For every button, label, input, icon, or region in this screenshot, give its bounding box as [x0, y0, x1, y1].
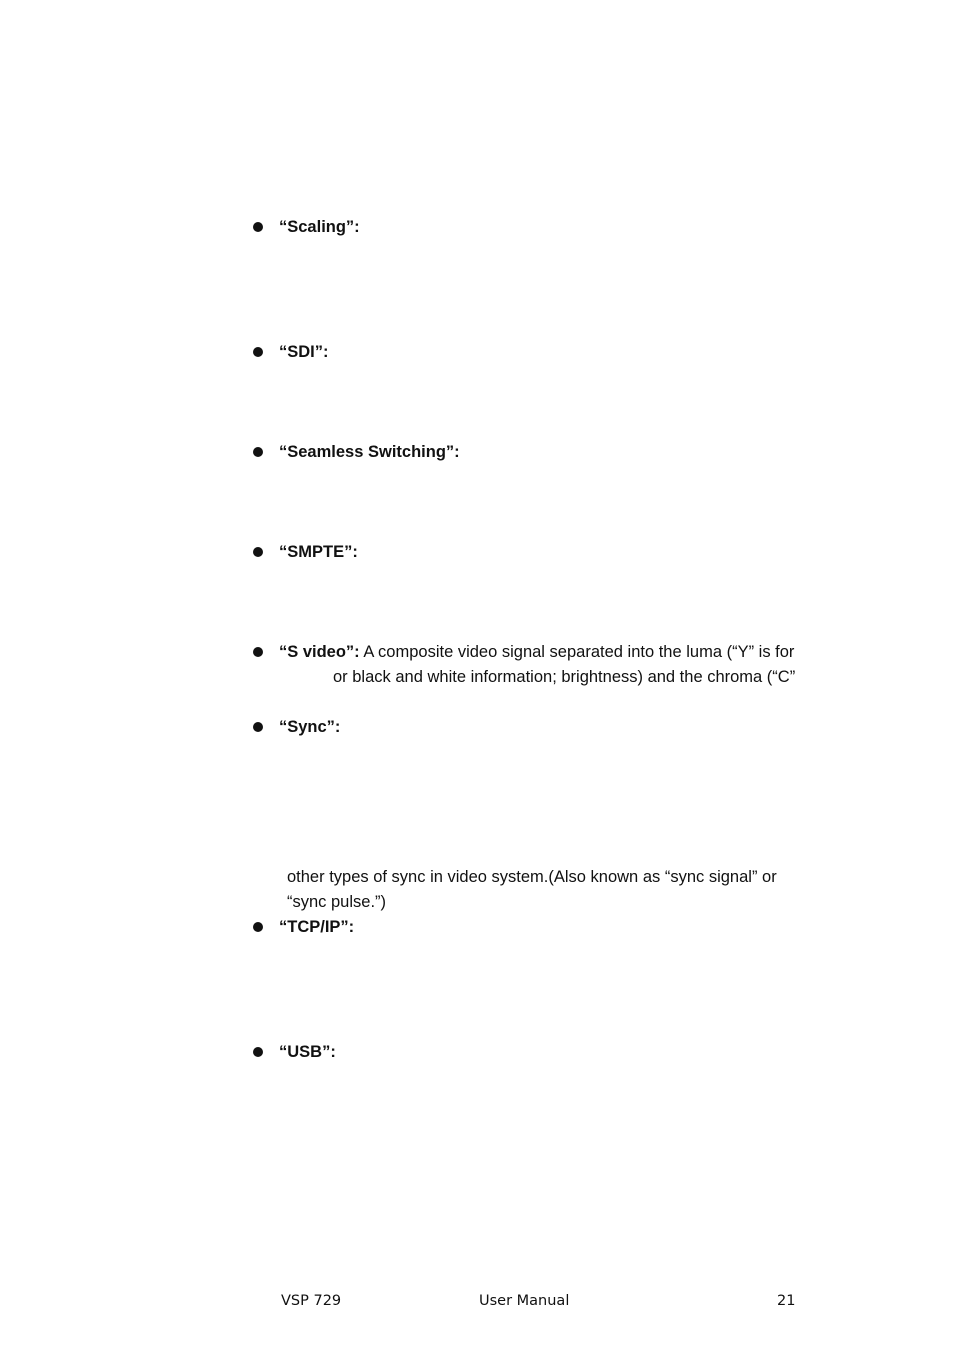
term-smpte: “SMPTE”:: [279, 543, 358, 561]
term-tcp-ip: “TCP/IP”:: [279, 918, 355, 936]
bullet-icon: [253, 347, 263, 357]
bullet-icon: [253, 222, 263, 232]
s-video-description-line-2: or black and white information; brightness) and the chroma (“C”: [333, 668, 796, 686]
term-seamless-switching: “Seamless Switching”:: [279, 443, 460, 461]
footer-page-number: 21: [777, 1293, 796, 1309]
footer-doc-title: User Manual: [479, 1293, 570, 1309]
bullet-icon: [253, 447, 263, 457]
bullet-icon: [253, 722, 263, 732]
bullet-icon: [253, 1047, 263, 1057]
bullet-icon: [253, 547, 263, 557]
term-s-video: “S video”:: [279, 643, 360, 661]
footer-product: VSP 729: [281, 1293, 342, 1309]
sync-description-line-1: other types of sync in video system.(Also known as “sync signal” or: [287, 868, 777, 886]
bullet-icon: [253, 647, 263, 657]
term-sync: “Sync”:: [279, 718, 341, 736]
term-s-video-row: [279, 642, 794, 662]
bullet-icon: [253, 922, 263, 932]
term-scaling: “Scaling”:: [279, 218, 360, 236]
s-video-description-line-1: A composite video signal separated into the luma (“Y” is for: [359, 643, 795, 661]
term-sdi: “SDI”:: [279, 343, 329, 361]
sync-description-line-2: “sync pulse.”): [287, 893, 387, 911]
term-usb: “USB”:: [279, 1043, 336, 1061]
